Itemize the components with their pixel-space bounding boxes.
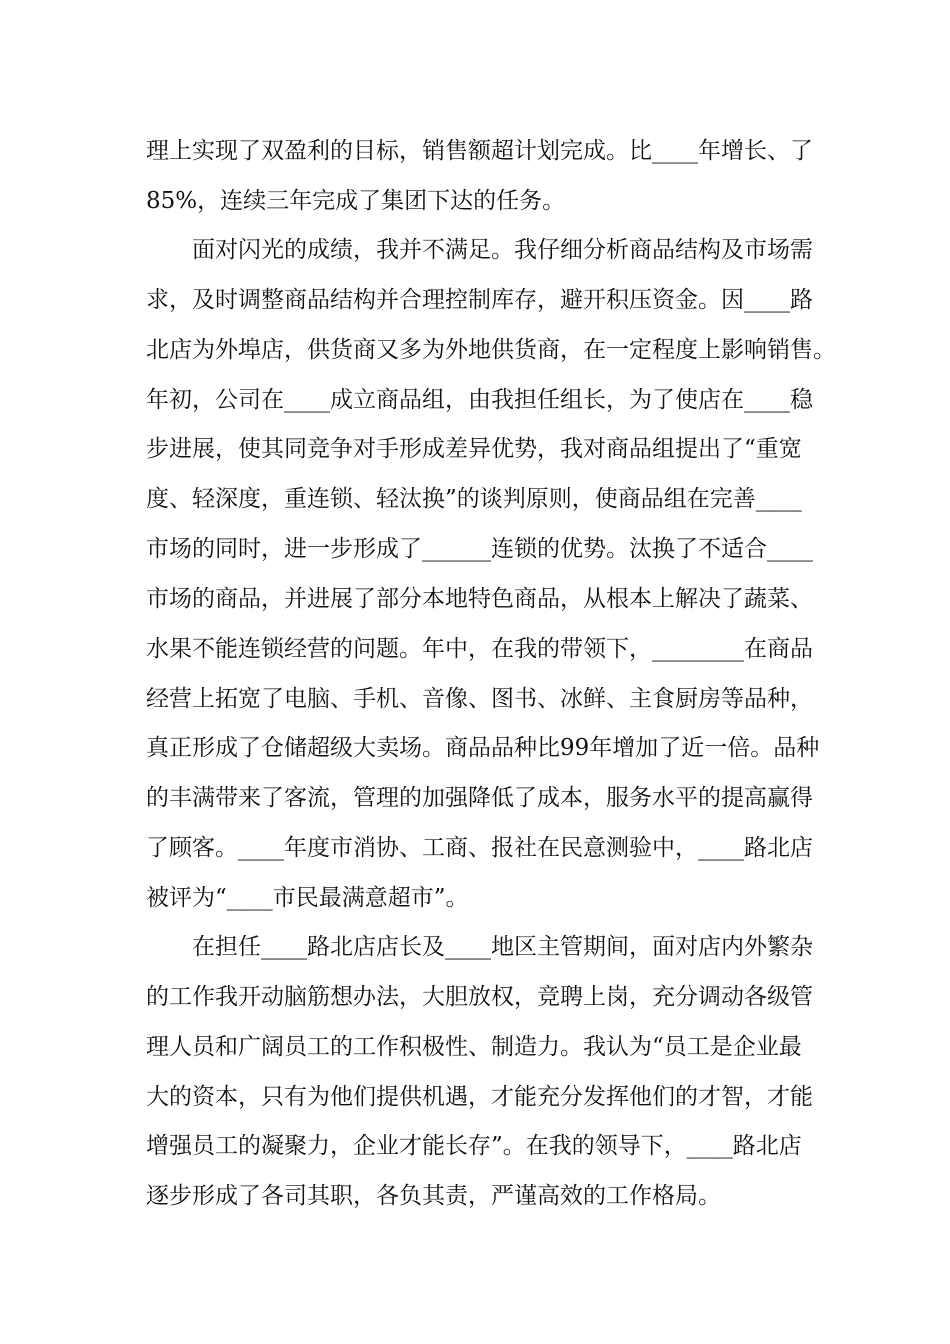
text-line: 的丰满带来了客流，管理的加强降低了成本，服务水平的提高赢得 xyxy=(146,785,813,811)
text-line: 了顾客。____年度市消协、工商、报社在民意测验中，____路北店 xyxy=(146,835,813,861)
text-line: 市场的同时，进一步形成了______连锁的优势。汰换了不适合____ xyxy=(146,536,813,562)
text-line: 北店为外埠店，供货商又多为外地供货商，在一定程度上影响销售。 xyxy=(146,337,836,363)
text-line: 的工作我开动脑筋想办法，大胆放权，竞聘上岗，充分调动各级管 xyxy=(146,984,813,1010)
text-line: 度、轻深度，重连锁、轻汰换”的谈判原则，使商品组在完善____ xyxy=(146,486,802,512)
text-line: 85%，连续三年完成了集团下达的任务。 xyxy=(146,188,566,214)
text-line: 求，及时调整商品结构并合理控制库存，避开积压资金。因____路 xyxy=(146,287,813,313)
text-line: 经营上拓宽了电脑、手机、音像、图书、冰鲜、主食厨房等品种， xyxy=(146,686,813,712)
text-line: 水果不能连锁经营的问题。年中，在我的带领下，________在商品 xyxy=(146,636,813,662)
text-line: 增强员工的凝聚力，企业才能长存”。在我的领导下，____路北店 xyxy=(146,1133,802,1159)
paragraph-first-line: 在担任____路北店店长及____地区主管期间，面对店内外繁杂 xyxy=(192,934,813,960)
text-line: 市场的商品，并进展了部分本地特色商品，从根本上解决了蔬菜、 xyxy=(146,586,813,612)
text-line: 理人员和广阔员工的工作积极性、制造力。我认为“员工是企业最 xyxy=(146,1034,802,1060)
text-line: 真正形成了仓储超级大卖场。商品品种比99年增加了近一倍。品种 xyxy=(146,735,820,761)
paragraph-first-line: 面对闪光的成绩，我并不满足。我仔细分析商品结构及市场需 xyxy=(192,237,813,263)
text-line: 年初，公司在____成立商品组，由我担任组长，为了使店在____稳 xyxy=(146,387,813,413)
text-line: 逐步形成了各司其职，各负其责，严谨高效的工作格局。 xyxy=(146,1183,721,1209)
text-line: 理上实现了双盈利的目标，销售额超计划完成。比____年增长、了 xyxy=(146,138,813,164)
text-line: 步进展，使其同竞争对手形成差异优势，我对商品组提出了“重宽 xyxy=(146,436,802,462)
text-line: 被评为“____市民最满意超市”。 xyxy=(146,885,469,911)
text-line: 大的资本，只有为他们提供机遇，才能充分发挥他们的才智，才能 xyxy=(146,1084,813,1110)
